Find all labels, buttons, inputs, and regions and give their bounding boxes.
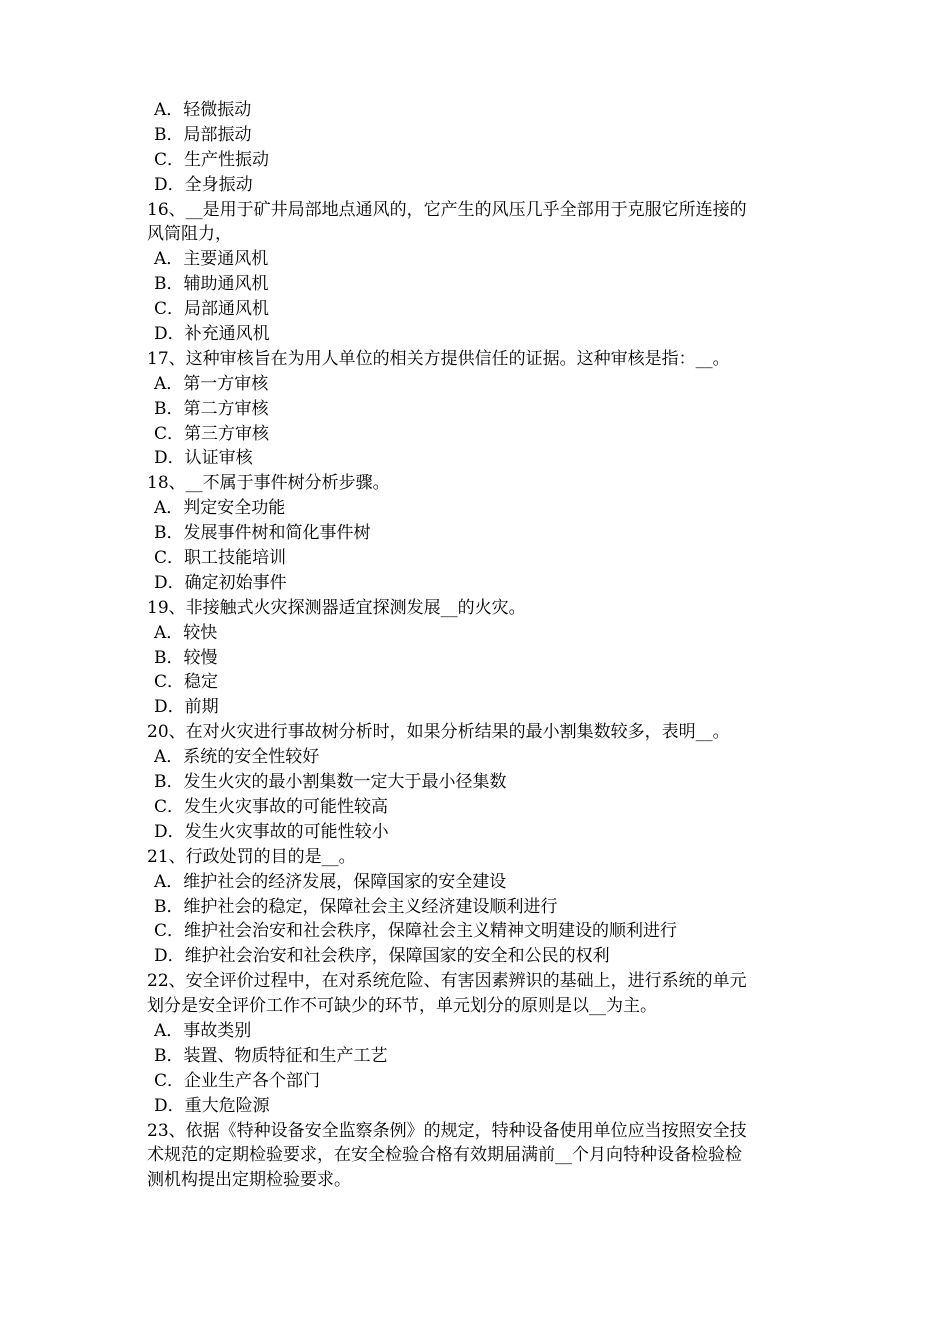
answer-option: C．职工技能培训 (154, 548, 287, 569)
answer-option: A．主要通风机 (154, 249, 269, 270)
answer-option: C．企业生产各个部门 (154, 1070, 321, 1091)
question-text: 17、这种审核旨在为用人单位的相关方提供信任的证据。这种审核是指：__。 (147, 348, 730, 369)
answer-option: B．第二方审核 (154, 398, 269, 419)
question-text: 19、非接触式火灾探测器适宜探测发展__的火灾。 (147, 597, 526, 618)
answer-option: D．前期 (154, 697, 219, 718)
answer-option: A．事故类别 (154, 1020, 252, 1041)
answer-option: C．第三方审核 (154, 423, 270, 444)
answer-option: A．较快 (154, 622, 218, 643)
answer-option: B．发生火灾的最小割集数一定大于最小径集数 (154, 772, 507, 793)
answer-option: C．维护社会治安和社会秩序，保障社会主义精神文明建设的顺利进行 (154, 921, 678, 942)
answer-option: B．局部振动 (154, 124, 252, 145)
question-text: 18、__不属于事件树分析步骤。 (147, 473, 390, 494)
answer-option: A．第一方审核 (154, 373, 269, 394)
answer-option: C．稳定 (154, 672, 219, 693)
answer-option: A．系统的安全性较好 (154, 747, 320, 768)
question-text: 划分是安全评价工作不可缺少的环节，单元划分的原则是以__为主。 (147, 996, 657, 1017)
answer-option: B．较慢 (154, 647, 218, 668)
answer-option: D．维护社会治安和社会秩序，保障国家的安全和公民的权利 (154, 946, 610, 967)
answer-option: D．发生火灾事故的可能性较小 (154, 821, 389, 842)
answer-option: A．判定安全功能 (154, 498, 286, 519)
answer-option: C．发生火灾事故的可能性较高 (154, 796, 389, 817)
answer-option: D．重大危险源 (154, 1095, 270, 1116)
question-text: 21、行政处罚的目的是__。 (147, 846, 356, 867)
document-page (147, 98, 827, 1193)
question-text: 测机构提出定期检验要求。 (147, 1170, 351, 1191)
answer-option: C．生产性振动 (154, 149, 270, 170)
answer-option: B．装置、物质特征和生产工艺 (154, 1045, 388, 1066)
answer-option: C．局部通风机 (154, 299, 270, 320)
question-text: 风筒阻力， (147, 224, 232, 245)
question-text: 16、__是用于矿井局部地点通风的，它产生的风压几乎全部用于克服它所连接的 (147, 199, 747, 220)
question-text: 23、依据《特种设备安全监察条例》的规定，特种设备使用单位应当按照安全技 (147, 1120, 747, 1141)
question-text: 22、安全评价过程中，在对系统危险、有害因素辨识的基础上，进行系统的单元 (147, 971, 747, 992)
answer-option: D．补充通风机 (154, 324, 270, 345)
answer-option: A．轻微振动 (154, 100, 252, 120)
answer-option: B．辅助通风机 (154, 274, 269, 295)
answer-option: D．全身振动 (154, 174, 253, 195)
answer-option: B．维护社会的稳定，保障社会主义经济建设顺利进行 (154, 896, 558, 917)
answer-option: D．确定初始事件 (154, 572, 287, 593)
answer-option: B．发展事件树和简化事件树 (154, 523, 371, 544)
question-text: 术规范的定期检验要求，在安全检验合格有效期届满前__个月向特种设备检验检 (147, 1145, 742, 1166)
answer-option: A．维护社会的经济发展，保障国家的安全建设 (154, 871, 507, 892)
question-text: 20、在对火灾进行事故树分析时，如果分析结果的最小割集数较多，表明__。 (147, 722, 730, 743)
answer-option: D．认证审核 (154, 448, 253, 469)
